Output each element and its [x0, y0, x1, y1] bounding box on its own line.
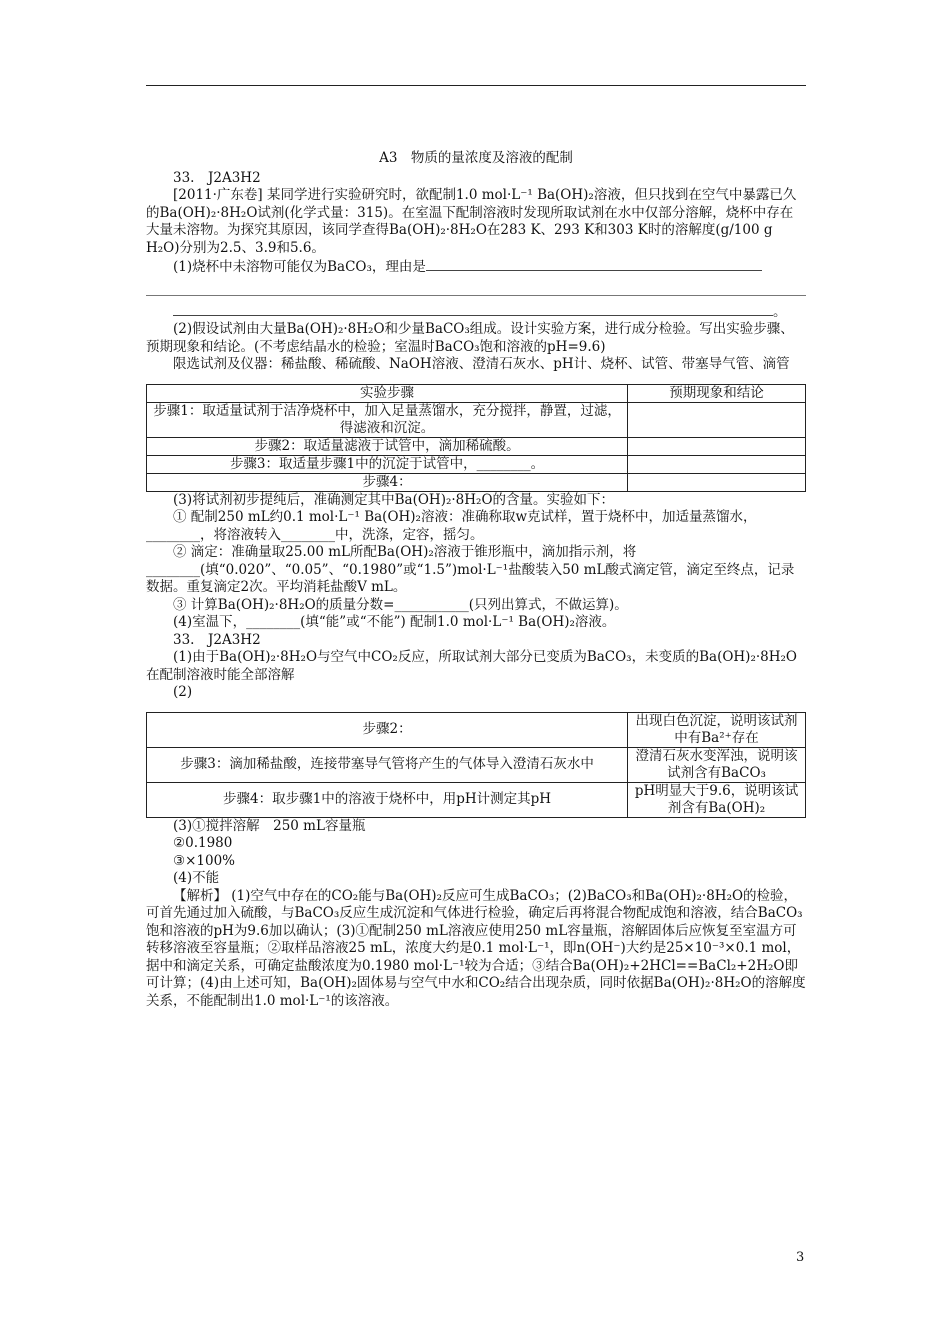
answer-line	[146, 277, 806, 296]
question-part-1-end: 。	[773, 303, 787, 320]
table-row	[147, 402, 806, 437]
answer-2: (2)	[173, 684, 193, 700]
answer-blank	[426, 257, 762, 271]
table-cell	[628, 455, 806, 473]
answer-blank	[173, 302, 773, 316]
table-row	[147, 473, 806, 491]
question-part-1-tail	[146, 302, 806, 322]
table-cell: 澄清石灰水变浑浊，说明该试剂含有BaCO₃	[628, 747, 806, 782]
table-cell: 步骤1：取适量试剂于洁净烧杯中，加入足量蒸馏水，充分搅拌，静置，过滤，得滤液和沉淀。	[147, 402, 628, 437]
page-content	[146, 150, 806, 1010]
answer-analysis: 【解析】 (1)空气中存在的CO₂能与Ba(OH)₂反应可生成BaCO₃；(2)BaCO₃和Ba(OH)₂·8H₂O的检验，可首先通过加入硫酸，与BaCO₃反应生成沉淀和气体进行检验，确定后再将混合物配成饱和溶液，结合BaCO₃饱和溶液的pH为9.6加以确认；(3)①配制250 mL溶液应使用250 mL容量瓶，溶解固体后应恢复至室温方可转移溶液至容量瓶；②取样品溶液25 mL，浓度大约是0.1 mol·L⁻¹，即n(OH⁻)大约是25×10⁻³×0.1 mol，据中和滴定关系，可确定盐酸浓度为0.1980 mol·L⁻¹较为合适；③结合Ba(OH)₂+2HCl==BaCl₂+2H₂O即可计算；(4)由上述可知，Ba(OH)₂固体易与空气中水和CO₂结合出现杂质，同时依据Ba(OH)₂·8H₂O的溶解度关系，不能配制出1.0 mol·L⁻¹的该溶液。	[146, 887, 806, 1009]
table-row	[147, 712, 806, 747]
table-cell: pH明显大于9.6，说明该试剂含有Ba(OH)₂	[628, 782, 806, 817]
section-title: A3 物质的量浓度及溶液的配制	[379, 150, 573, 166]
table-header-results: 预期现象和结论	[628, 384, 806, 402]
table-cell	[628, 473, 806, 491]
table-header-steps: 实验步骤	[147, 384, 628, 402]
answer-3-1: (3)①搅拌溶解 250 mL容量瓶	[173, 817, 366, 834]
spacer	[146, 702, 806, 712]
page-number: 3	[796, 1250, 805, 1265]
question-part-3: (3)将试剂初步提纯后，准确测定其中Ba(OH)₂·8H₂O的含量。实验如下：	[173, 491, 615, 508]
table-header-row	[147, 384, 806, 402]
answer-1: (1)由于Ba(OH)₂·8H₂O与空气中CO₂反应，所取试剂大部分已变质为BaCO₃，未变质的Ba(OH)₂·8H₂O在配制溶液时能全部溶解	[146, 649, 797, 683]
answer-3-2: ②0.1980	[173, 835, 233, 851]
table-row	[147, 437, 806, 455]
question-part-1	[146, 257, 806, 277]
answer-number: 33. J2A3H2	[173, 631, 261, 648]
table-cell: 步骤3：取适量步骤1中的沉淀于试管中，________。	[147, 455, 628, 473]
table-cell: 步骤3：滴加稀盐酸，连接带塞导气管将产生的气体导入澄清石灰水中	[147, 747, 628, 782]
table-row	[147, 747, 806, 782]
question-part-3-1: ① 配制250 mL约0.1 mol·L⁻¹ Ba(OH)₂溶液：准确称取w克试样，置于烧杯中，加适量蒸馏水，________，将溶液转入________中，洗涤，定容，摇匀。	[146, 509, 757, 543]
question-intro: [2011·广东卷] 某同学进行实验研究时，欲配制1.0 mol·L⁻¹ Ba(OH)₂溶液，但只找到在空气中暴露已久的Ba(OH)₂·8H₂O试剂(化学式量：315)。在室温下配制溶液时发现所取试剂在水中仅部分溶解，烧杯中存在大量未溶物。为探究其原因，该同学查得Ba(OH)₂·8H₂O在283 K、293 K和303 K时的溶解度(g/100 g H₂O)分别为2.5、3.9和5.6。	[146, 187, 797, 256]
table-cell: 出现白色沉淀，说明该试剂中有Ba²⁺存在	[628, 712, 806, 747]
table-cell: 步骤2：取适量滤液于试管中，滴加稀硫酸。	[147, 437, 628, 455]
answer-4: (4)不能	[173, 870, 220, 886]
table-cell: 步骤4：	[147, 473, 628, 491]
question-reagents: 限选试剂及仪器：稀盐酸、稀硫酸、NaOH溶液、澄清石灰水、pH计、烧杯、试管、带塞导气管、滴管	[173, 356, 790, 372]
answer-3-3: ③×100%	[173, 852, 236, 869]
question-part-3-3: ③ 计算Ba(OH)₂·8H₂O的质量分数=___________(只列出算式，不做运算)。	[173, 596, 628, 613]
question-part-3-2: ② 滴定：准确量取25.00 mL所配Ba(OH)₂溶液于锥形瓶中，滴加指示剂，将________(填“0.020”、“0.05”、“0.1980”或“1.5”)mol·L⁻¹盐酸装入50 mL酸式滴定管，滴定至终点，记录数据。重复滴定2次。平均消耗盐酸V mL。	[146, 544, 795, 595]
question-part-2: (2)假设试剂由大量Ba(OH)₂·8H₂O和少量BaCO₃组成。设计实验方案，进行成分检验。写出实验步骤、预期现象和结论。(不考虑结晶水的检验；室温时BaCO₃饱和溶液的pH=9.6)	[146, 321, 794, 355]
question-part-1-text: (1)烧杯中未溶物可能仅为BaCO₃，理由是	[173, 259, 426, 275]
header-rule	[146, 85, 806, 86]
table-row	[147, 455, 806, 473]
experiment-table	[146, 384, 806, 492]
table-cell: 步骤4：取步骤1中的溶液于烧杯中，用pH计测定其pH	[147, 782, 628, 817]
table-row	[147, 782, 806, 817]
answer-table	[146, 712, 806, 818]
question-number: 33. J2A3H2	[173, 169, 261, 186]
question-part-4: (4)室温下，________(填“能”或“不能”) 配制1.0 mol·L⁻¹ Ba(OH)₂溶液。	[173, 614, 616, 630]
table-cell: 步骤2：	[147, 712, 628, 747]
table-cell	[628, 437, 806, 455]
table-cell	[628, 402, 806, 437]
